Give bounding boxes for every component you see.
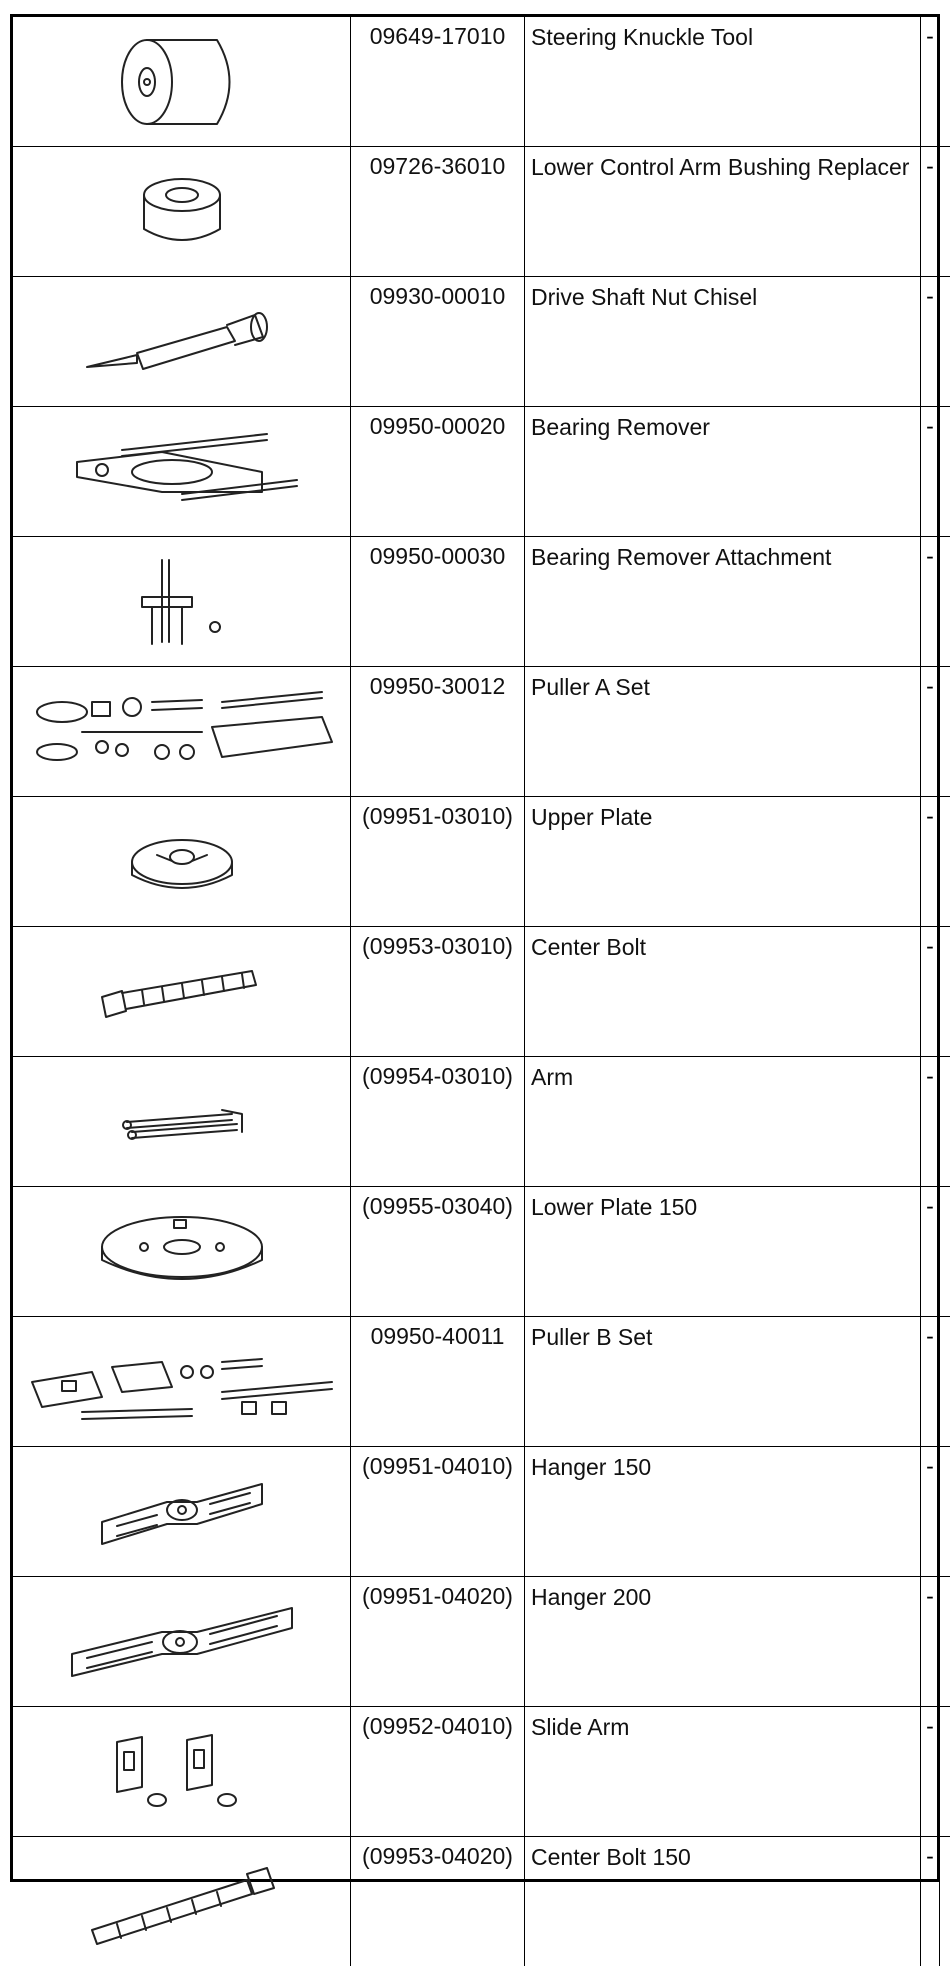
tool-image-cell [13, 1187, 351, 1317]
tool-description: Upper Plate [525, 797, 921, 927]
part-number: (09951-03010) [351, 797, 525, 927]
hanger-200-icon [13, 1592, 350, 1692]
upper-plate-icon [13, 817, 350, 907]
tool-image-cell [13, 1837, 351, 1966]
tool-description: Arm [525, 1057, 921, 1187]
tool-image-cell [13, 1057, 351, 1187]
part-number: (09953-03010) [351, 927, 525, 1057]
tool-description: Lower Control Arm Bushing Replacer [525, 147, 921, 277]
quantity: - [921, 1057, 940, 1187]
table-row [13, 537, 950, 667]
puller-b-set-icon [13, 1337, 350, 1427]
tool-image-cell [13, 17, 351, 147]
table-row [13, 1447, 950, 1577]
tool-image-cell [13, 1447, 351, 1577]
part-number: 09726-36010 [351, 147, 525, 277]
tool-description: Bearing Remover Attachment [525, 537, 921, 667]
tool-description: Puller B Set [525, 1317, 921, 1447]
center-bolt-150-icon [13, 1852, 350, 1952]
tool-description: Steering Knuckle Tool [525, 17, 921, 147]
tool-description: Drive Shaft Nut Chisel [525, 277, 921, 407]
bearing-remover-attachment-icon [13, 552, 350, 652]
tool-image-cell [13, 1577, 351, 1707]
table-row [13, 1317, 950, 1447]
slide-arm-icon [13, 1722, 350, 1822]
quantity: - [921, 537, 940, 667]
table-row [13, 797, 950, 927]
bearing-remover-icon [13, 422, 350, 522]
part-number: (09953-04020) [351, 1837, 525, 1966]
puller-a-set-icon [13, 682, 350, 782]
quantity: - [921, 147, 940, 277]
lower-plate-icon [13, 1202, 350, 1302]
quantity: - [921, 1707, 940, 1837]
part-number: (09952-04010) [351, 1707, 525, 1837]
quantity: - [921, 797, 940, 927]
table-row [13, 1707, 950, 1837]
tool-description: Center Bolt [525, 927, 921, 1057]
tool-image-cell [13, 147, 351, 277]
table-row [13, 147, 950, 277]
tool-image-cell [13, 1707, 351, 1837]
tool-table-page [10, 14, 940, 1882]
tool-description: Hanger 150 [525, 1447, 921, 1577]
tool-description: Bearing Remover [525, 407, 921, 537]
quantity: - [921, 277, 940, 407]
part-number: 09950-30012 [351, 667, 525, 797]
tool-description: Puller A Set [525, 667, 921, 797]
tool-image-cell [13, 537, 351, 667]
part-number: (09954-03010) [351, 1057, 525, 1187]
center-bolt-icon [13, 957, 350, 1027]
table-row [13, 1837, 950, 1966]
part-number: 09950-00030 [351, 537, 525, 667]
table-row [13, 1577, 950, 1707]
steering-knuckle-tool-icon [13, 27, 350, 137]
part-number: (09951-04010) [351, 1447, 525, 1577]
arm-icon [13, 1092, 350, 1152]
bushing-replacer-icon [13, 167, 350, 257]
hanger-150-icon [13, 1462, 350, 1562]
part-number: (09955-03040) [351, 1187, 525, 1317]
quantity: - [921, 1577, 940, 1707]
nut-chisel-icon [13, 297, 350, 387]
tool-image-cell [13, 1317, 351, 1447]
quantity: - [921, 1317, 940, 1447]
tool-image-cell [13, 407, 351, 537]
part-number: 09930-00010 [351, 277, 525, 407]
special-tools-table [13, 17, 950, 1966]
part-number: 09950-00020 [351, 407, 525, 537]
quantity: - [921, 1837, 940, 1966]
table-row [13, 1057, 950, 1187]
tool-description: Lower Plate 150 [525, 1187, 921, 1317]
table-row [13, 927, 950, 1057]
tool-image-cell [13, 667, 351, 797]
quantity: - [921, 17, 940, 147]
table-row [13, 1187, 950, 1317]
tool-image-cell [13, 277, 351, 407]
table-row [13, 277, 950, 407]
tool-description: Center Bolt 150 [525, 1837, 921, 1966]
quantity: - [921, 1447, 940, 1577]
part-number: 09649-17010 [351, 17, 525, 147]
tool-description: Slide Arm [525, 1707, 921, 1837]
tool-description: Hanger 200 [525, 1577, 921, 1707]
table-row [13, 17, 950, 147]
part-number: (09951-04020) [351, 1577, 525, 1707]
quantity: - [921, 407, 940, 537]
quantity: - [921, 667, 940, 797]
part-number: 09950-40011 [351, 1317, 525, 1447]
quantity: - [921, 1187, 940, 1317]
tool-image-cell [13, 797, 351, 927]
tool-image-cell [13, 927, 351, 1057]
table-row [13, 407, 950, 537]
quantity: - [921, 927, 940, 1057]
table-row [13, 667, 950, 797]
